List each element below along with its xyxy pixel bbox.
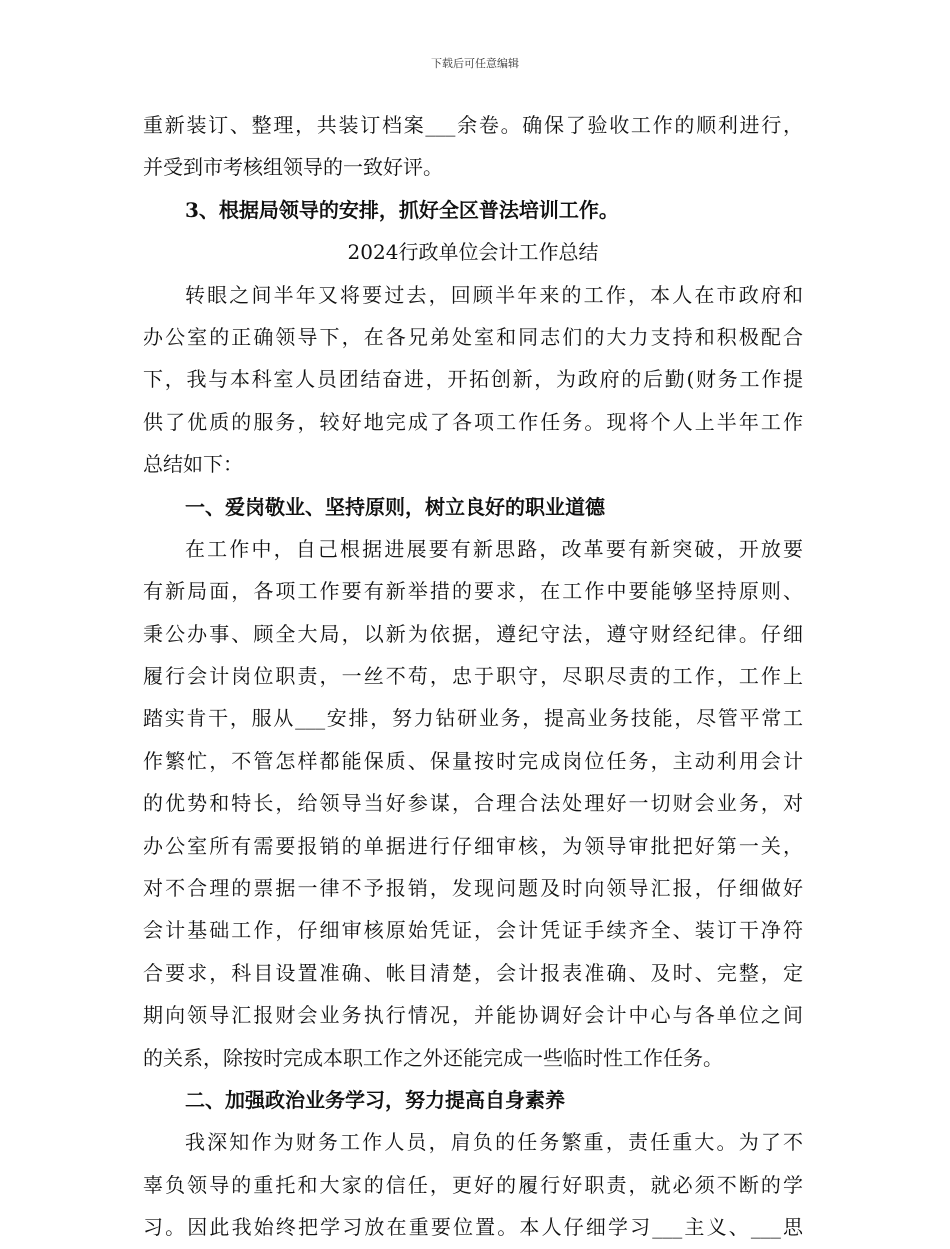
body-line: 会计基础工作，仔细审核原始凭证，会计凭证手续齐全、装订干净符 (143, 918, 803, 943)
body-line: 的关系，除按时完成本职工作之外还能完成一些临时性工作任务。 (143, 1045, 723, 1070)
body-line: 踏实肯干，服从___安排，努力钻研业务，提高业务技能，尽管平常工 (143, 706, 803, 731)
body-line: 的优势和特长，给领导当好参谋，合理合法处理好一切财会业务，对 (143, 791, 803, 816)
body-line: 作繁忙，不管怎样都能保质、保量按时完成岗位任务，主动利用会计 (143, 748, 803, 773)
body-line: 合要求，科目设置准确、帐目清楚，会计报表准确、及时、完整，定 (143, 960, 803, 985)
body-line: 有新局面，各项工作要有新举措的要求，在工作中要能够坚持原则、 (143, 579, 803, 604)
body-line: 重新装订、整理，共装订档案___余卷。确保了验收工作的顺利进行， (143, 113, 803, 137)
section-heading: 一、爱岗敬业、坚持原则，树立良好的职业道德 (185, 494, 605, 519)
body-line: 对不合理的票据一律不予报销，发现问题及时向领导汇报，仔细做好 (143, 876, 803, 901)
page-header: 下载后可任意编辑 (431, 57, 519, 70)
body-line: 在工作中，自己根据进展要有新思路，改革要有新突破，开放要 (185, 536, 803, 561)
body-line: 转眼之间半年又将要过去，回顾半年来的工作，本人在市政府和 (185, 282, 803, 307)
body-line: 期向领导汇报财会业务执行情况，并能协调好会计中心与各单位之间 (143, 1003, 803, 1028)
body-line: 办公室所有需要报销的单据进行仔细审核，为领导审批把好第一关， (143, 833, 803, 858)
section-heading: 3、根据局领导的安排，抓好全区普法培训工作。 (185, 197, 619, 222)
document-body (143, 104, 803, 1249)
document-title: 2024行政单位会计工作总结 (347, 240, 599, 265)
body-line: 总结如下： (143, 452, 243, 477)
body-line: 辜负领导的重托和大家的信任，更好的履行好职责，就必须不断的学 (143, 1172, 803, 1197)
body-line: 秉公办事、顾全大局，以新为依据，遵纪守法，遵守财经纪律。仔细 (143, 621, 803, 646)
body-line: 我深知作为财务工作人员，肩负的任务繁重，责任重大。为了不 (185, 1130, 803, 1155)
section-heading: 二、加强政治业务学习，努力提高自身素养 (185, 1087, 565, 1112)
body-line: 并受到市考核组领导的一致好评。 (143, 155, 443, 180)
body-line: 办公室的正确领导下，在各兄弟处室和同志们的大力支持和积极配合 (143, 324, 803, 349)
body-line: 下，我与本科室人员团结奋进，开拓创新，为政府的后勤(财务工作提 (143, 367, 803, 392)
body-line: 供了优质的服务，较好地完成了各项工作任务。现将个人上半年工作 (143, 409, 803, 434)
body-line: 履行会计岗位职责，一丝不苟，忠于职守，尽职尽责的工作，工作上 (143, 664, 803, 689)
body-line: 习。因此我始终把学习放在重要位置。本人仔细学习___主义、___思 (143, 1215, 803, 1240)
